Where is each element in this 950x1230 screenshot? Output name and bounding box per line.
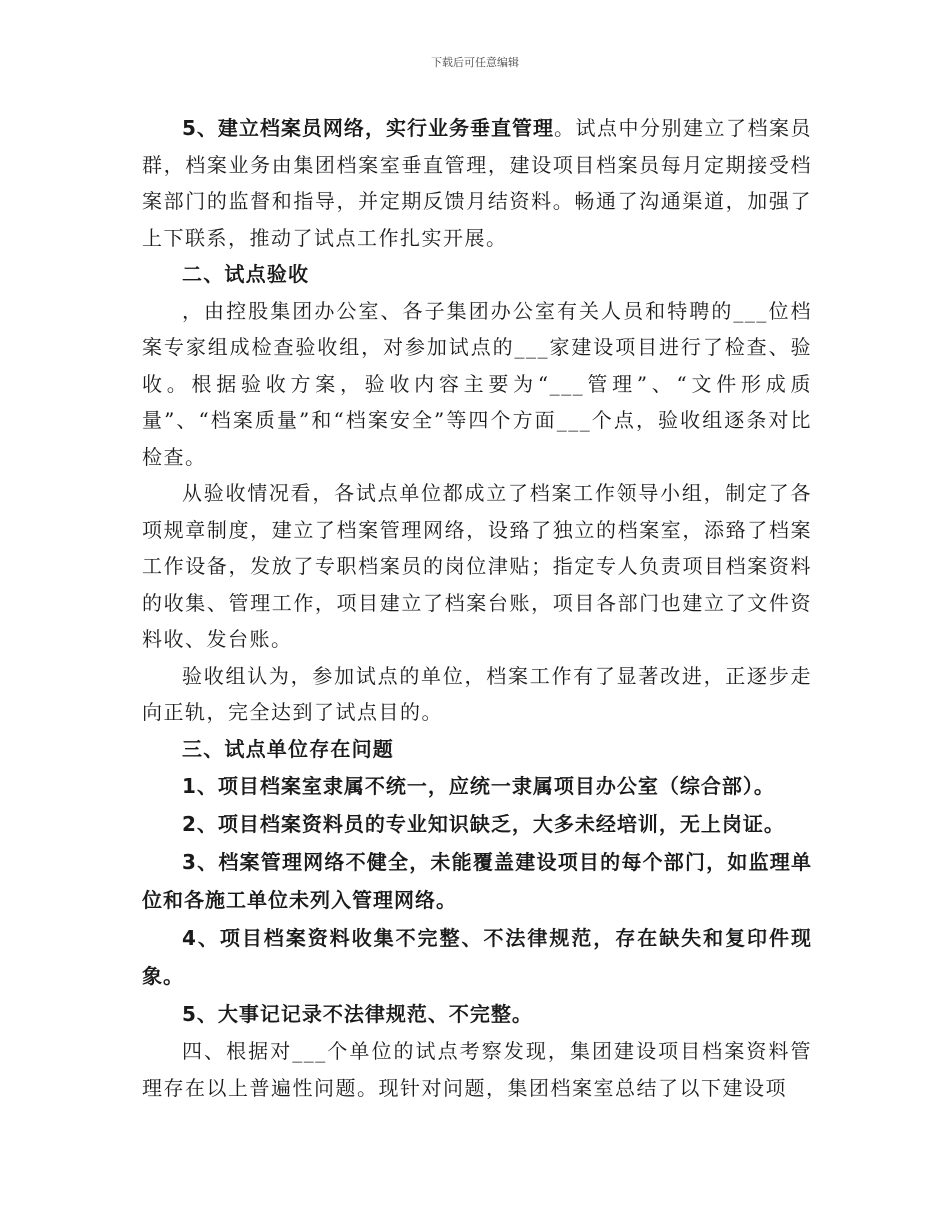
paragraph-archivist-network xyxy=(142,110,812,256)
document-body xyxy=(142,110,812,1106)
issue-item-2: 2、项目档案资料员的专业知识缺乏，大多未经培训，无上岗证。 xyxy=(182,812,785,836)
section-heading-issues: 三、试点单位存在问题 xyxy=(182,736,394,761)
issue-item-4: 4、项目档案资料收集不完整、不法律规范，存在缺失和复印件现象。 xyxy=(142,926,812,988)
page-header-note: 下载后可任意编辑 xyxy=(431,56,519,69)
issue-item-3: 3、档案管理网络不健全，未能覆盖建设项目的每个部门，如监理单位和各施工单位未列入管理网络。 xyxy=(142,850,812,912)
paragraph-section-four: 四、根据对___个单位的试点考察发现，集团建设项目档案资料管理存在以上普遍性问题。现针对问题，集团档案室总结了以下建设项 xyxy=(142,1039,812,1100)
issue-item-5: 5、大事记记录不法律规范、不完整。 xyxy=(182,1002,533,1026)
issue-item-1: 1、项目档案室隶属不统一，应统一隶属项目办公室（综合部）。 xyxy=(182,774,775,798)
paragraph-acceptance-conclusion: 验收组认为，参加试点的单位，档案工作有了显著改进，正逐步走向正轨，完全达到了试点目的。 xyxy=(142,663,812,724)
paragraph-text: 。试点中分别建立了档案员群，档案业务由集团档案室垂直管理，建设项目档案员每月定期接受档案部门的监督和指导，并定期反馈月结资料。畅通了沟通渠道，加强了上下联系，推动了试点工作扎实开展。 xyxy=(142,116,812,250)
paragraph-acceptance-findings: 从验收情况看，各试点单位都成立了档案工作领导小组，制定了各项规章制度，建立了档案管理网络，设臵了独立的档案室，添臵了档案工作设备，发放了专职档案员的岗位津贴；指定专人负责项目档案资料的收集、管理工作，项目建立了档案台账，项目各部门也建立了文件资料收、发台账。 xyxy=(142,481,812,651)
paragraph-lead: 5、建立档案员网络，实行业务垂直管理 xyxy=(182,116,554,140)
paragraph-acceptance-team: ，由控股集团办公室、各子集团办公室有关人员和特聘的___位档案专家组成检查验收组，对参加试点的___家建设项目进行了检查、验收。根据验收方案，验收内容主要为“___管理”、“文件形成质量”、“档案质量”和“档案安全”等四个方面___个点，验收组逐条对比检查。 xyxy=(142,298,812,469)
section-heading-acceptance: 二、试点验收 xyxy=(182,262,310,286)
